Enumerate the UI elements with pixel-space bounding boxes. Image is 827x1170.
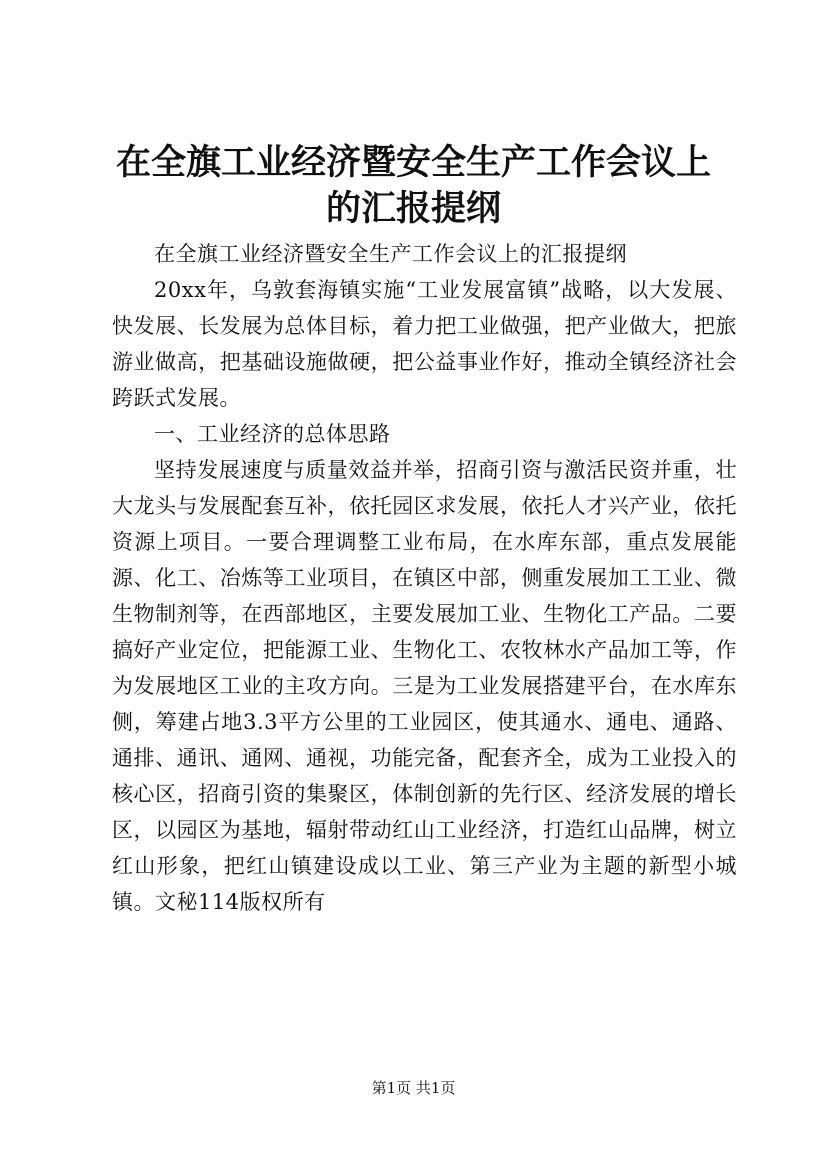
paragraph-section-body: 坚持发展速度与质量效益并举，招商引资与激活民资并重，壮大龙头与发展配套互补，依托园区求发展，依托人才兴产业，依托资源上项目。一要合理调整工业布局，在水库东部，重点发展能源、化工、冶炼等工业项目，在镇区中部，侧重发展加工工业、微生物制剂等，在西部地区，主要发展加工业、生物化工产品。二要搞好产业定位，把能源工业、生物化工、农牧林水产品加工等，作为发展地区工业的主攻方向。三是为工业发展搭建平台，在水库东侧，筹建占地3.3平方公里的工业园区，使其通水、通电、通路、通排、通讯、通网、通视，功能完备，配套齐全，成为工业投入的核心区，招商引资的集聚区，体制创新的先行区、经济发展的增长区，以园区为基地，辐射带动红山工业经济，打造红山品牌，树立红山形象，把红山镇建设成以工业、第三产业为主题的新型小城镇。文秘114版权所有 (112, 458, 737, 914)
page-footer: 第1页 共1页 (371, 1079, 456, 1097)
section-heading: 一、工业经济的总体思路 (154, 422, 391, 446)
document-body (112, 236, 737, 920)
paragraph-intro: 20xx年，乌敦套海镇实施“工业发展富镇”战略，以大发展、快发展、长发展为总体目标，着力把工业做强，把产业做大，把旅游业做高，把基础设施做硬，把公益事业作好，推动全镇经济社会跨跃式发展。 (112, 278, 737, 410)
document-title: 在全旗工业经济暨安全生产工作会议上的汇报提纲 (115, 142, 711, 229)
paragraph-subtitle: 在全旗工业经济暨安全生产工作会议上的汇报提纲 (154, 242, 627, 266)
